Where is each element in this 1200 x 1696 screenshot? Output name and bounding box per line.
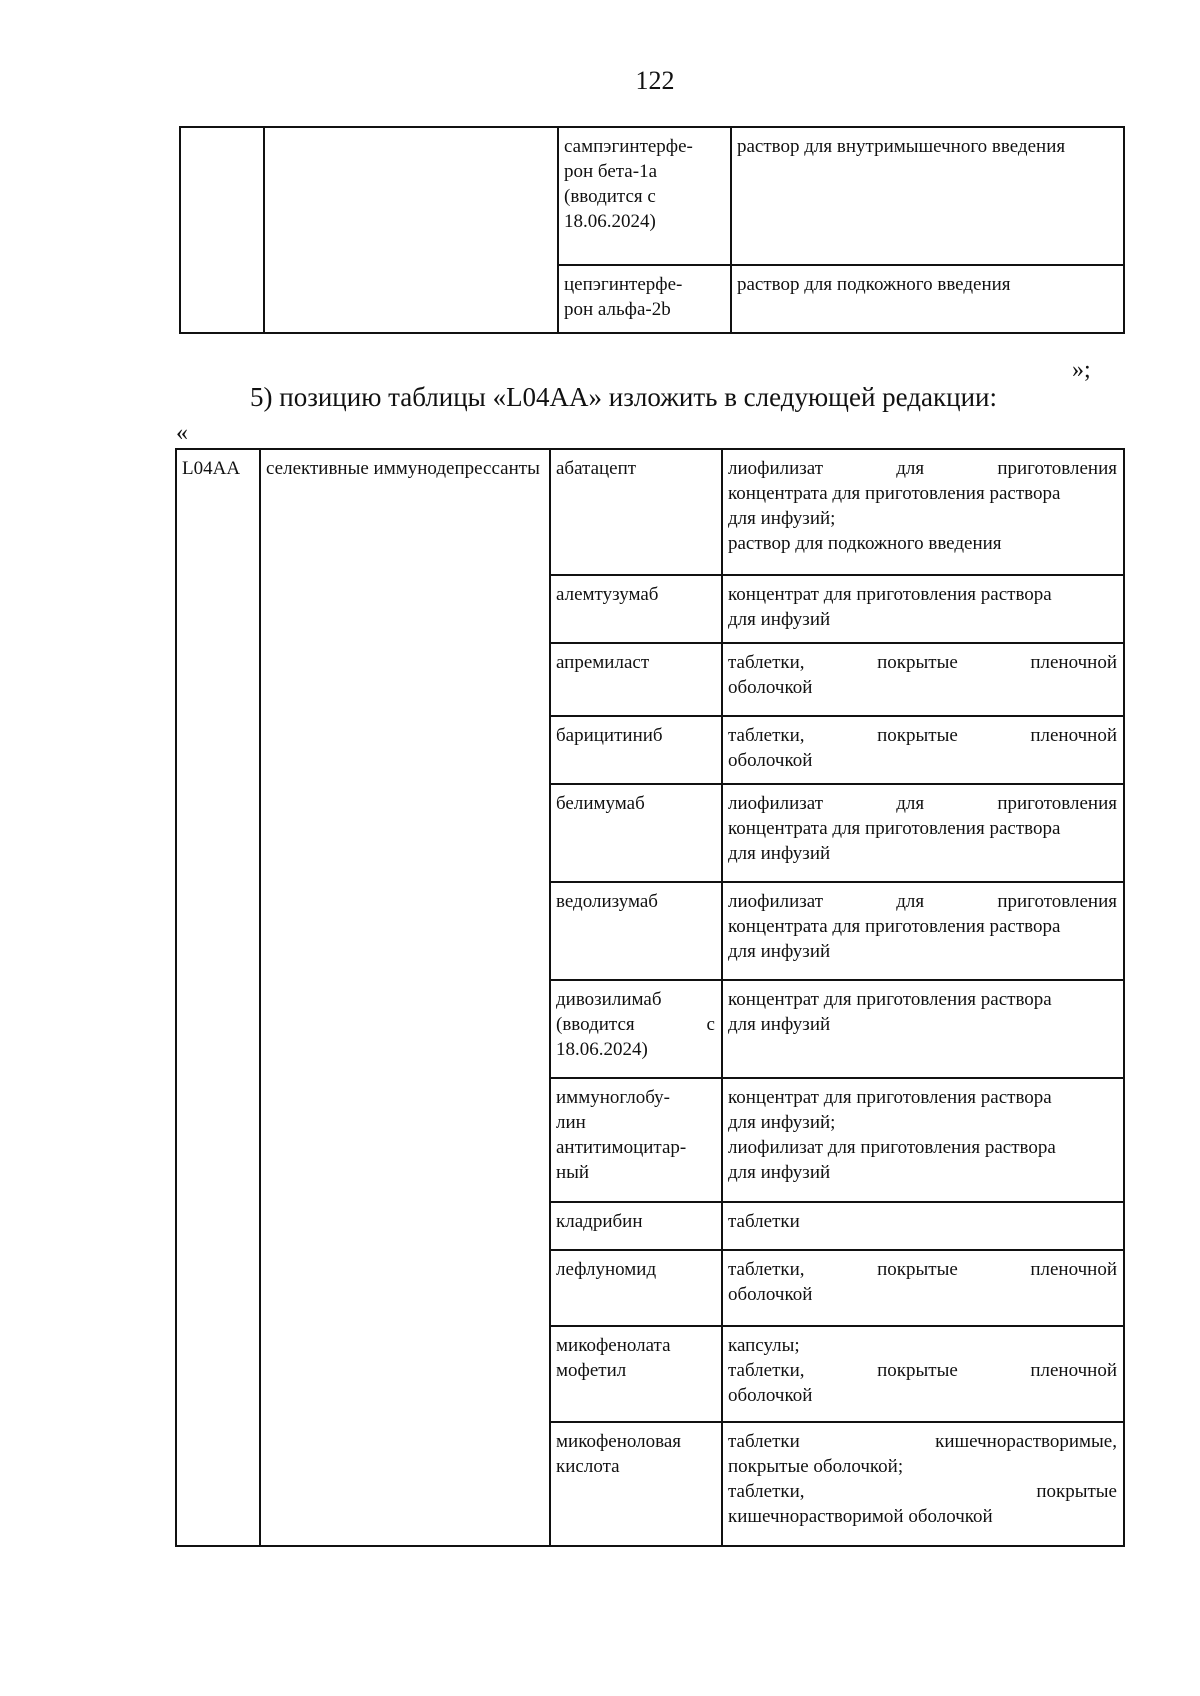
cell-line: 18.06.2024) <box>564 211 656 232</box>
cell-line: для инфузий <box>728 609 831 630</box>
cell-line: 18.06.2024) <box>556 1039 648 1060</box>
cell-line: таблетки кишечнорастворимые, <box>728 1431 1117 1452</box>
drug-name-cell <box>550 980 722 1078</box>
dosage-form-cell <box>722 1326 1124 1422</box>
cell-line: иммуноглобу- <box>556 1087 670 1108</box>
drug-name-cell <box>550 643 722 716</box>
code-cell <box>180 127 264 333</box>
cell-line: концентрат для приготовления раствора <box>728 584 1052 605</box>
cell-line: таблетки, покрытые пленочной <box>728 1360 1117 1381</box>
dosage-form-cell <box>722 1078 1124 1202</box>
cell-line: лиофилизат для приготовления <box>728 458 1117 479</box>
dosage-form-cell <box>722 1202 1124 1250</box>
dosage-form-cell <box>722 980 1124 1078</box>
dosage-form-cell <box>731 265 1124 333</box>
continued-table <box>179 126 1125 334</box>
cell-line: абатацепт <box>556 458 637 479</box>
cell-line: концентрат для приготовления раствора <box>728 989 1052 1010</box>
cell-line: рон альфа-2b <box>564 299 671 320</box>
dosage-form-cell <box>722 1422 1124 1546</box>
cell-line: оболочкой <box>728 1284 813 1305</box>
cell-line: раствор для подкожного введения <box>737 274 1011 295</box>
cell-line: таблетки <box>728 1211 800 1232</box>
pharmacological-group-cell: селективные иммунодепрессанты <box>260 449 550 1546</box>
cell-line: концентрата для приготовления раствора <box>728 483 1061 504</box>
cell-line: раствор для внутримышечного введения <box>737 136 1066 157</box>
dosage-form-cell <box>722 449 1124 575</box>
cell-line: мофетил <box>556 1360 627 1381</box>
cell-line: антитимоцитар- <box>556 1137 687 1158</box>
drug-name-cell <box>550 716 722 784</box>
cell-line: концентрата для приготовления раствора <box>728 916 1061 937</box>
cell-line: микофеноловая <box>556 1431 681 1452</box>
cell-line: оболочкой <box>728 750 813 771</box>
cell-line: (вводится с <box>556 1014 715 1035</box>
page-number: 122 <box>635 66 675 95</box>
cell-line: кладрибин <box>556 1211 643 1232</box>
cell-line: лиофилизат для приготовления <box>728 891 1117 912</box>
dosage-form-cell <box>722 1250 1124 1326</box>
cell-line: таблетки, покрытые <box>728 1481 1117 1502</box>
drug-name-cell <box>558 265 731 333</box>
cell-line: таблетки, покрытые пленочной <box>728 1259 1117 1280</box>
cell-line: лиофилизат для приготовления <box>728 793 1117 814</box>
l04aa-table <box>175 448 1125 1547</box>
dosage-form-cell <box>722 575 1124 643</box>
drug-name-cell <box>550 784 722 882</box>
cell-line: апремиласт <box>556 652 650 673</box>
closing-quote: »; <box>1072 357 1091 383</box>
drug-name-cell <box>550 1422 722 1546</box>
cell-line: для инфузий; <box>728 508 836 529</box>
cell-line: алемтузумаб <box>556 584 659 605</box>
cell-line: кислота <box>556 1456 620 1477</box>
cell-line: оболочкой <box>728 677 813 698</box>
dosage-form-cell <box>722 882 1124 980</box>
cell-line: дивозилимаб <box>556 989 662 1010</box>
cell-line: капсулы; <box>728 1335 800 1356</box>
cell-line: барицитиниб <box>556 725 663 746</box>
group-cell <box>264 127 558 333</box>
drug-name-cell <box>550 575 722 643</box>
continued-table-body <box>180 127 1124 333</box>
cell-line: кишечнорастворимой оболочкой <box>728 1506 993 1527</box>
cell-line: лефлуномид <box>556 1259 657 1280</box>
cell-line: покрытые оболочкой; <box>728 1456 904 1477</box>
opening-quote: « <box>176 420 188 446</box>
cell-line: для инфузий <box>728 843 831 864</box>
cell-line: таблетки, покрытые пленочной <box>728 652 1117 673</box>
cell-line: белимумаб <box>556 793 645 814</box>
cell-line: цепэгинтерфе- <box>564 274 683 295</box>
drug-name-cell <box>550 449 722 575</box>
cell-line: для инфузий <box>728 941 831 962</box>
drug-name-cell <box>550 1078 722 1202</box>
cell-line: ведолизумаб <box>556 891 658 912</box>
cell-line: ный <box>556 1162 590 1183</box>
drug-name-cell <box>558 127 731 265</box>
drug-name-cell <box>550 1250 722 1326</box>
cell-line: таблетки, покрытые пленочной <box>728 725 1117 746</box>
dosage-form-cell <box>722 716 1124 784</box>
dosage-form-cell <box>731 127 1124 265</box>
cell-line: лиофилизат для приготовления раствора <box>728 1137 1056 1158</box>
cell-line: (вводится с <box>564 186 656 207</box>
cell-line: концентрата для приготовления раствора <box>728 818 1061 839</box>
amendment-instruction: 5) позицию таблицы «L04AA» изложить в следующей редакции: <box>250 382 997 412</box>
cell-line: сампэгинтерфе- <box>564 136 693 157</box>
atc-code-cell: L04AA <box>176 449 260 1546</box>
cell-line: для инфузий; <box>728 1112 836 1133</box>
cell-line: для инфузий <box>728 1162 831 1183</box>
drug-name-cell <box>550 1326 722 1422</box>
dosage-form-cell <box>722 643 1124 716</box>
dosage-form-cell <box>722 784 1124 882</box>
cell-line: лин <box>556 1112 586 1133</box>
cell-line: для инфузий <box>728 1014 831 1035</box>
cell-line: оболочкой <box>728 1385 813 1406</box>
l04aa-table-body <box>176 449 1124 1546</box>
drug-name-cell <box>550 882 722 980</box>
cell-line: микофенолата <box>556 1335 671 1356</box>
table-row <box>176 449 1124 575</box>
table-row <box>180 127 1124 265</box>
drug-name-cell <box>550 1202 722 1250</box>
cell-line: рон бета-1а <box>564 161 657 182</box>
cell-line: концентрат для приготовления раствора <box>728 1087 1052 1108</box>
cell-line: раствор для подкожного введения <box>728 533 1002 554</box>
